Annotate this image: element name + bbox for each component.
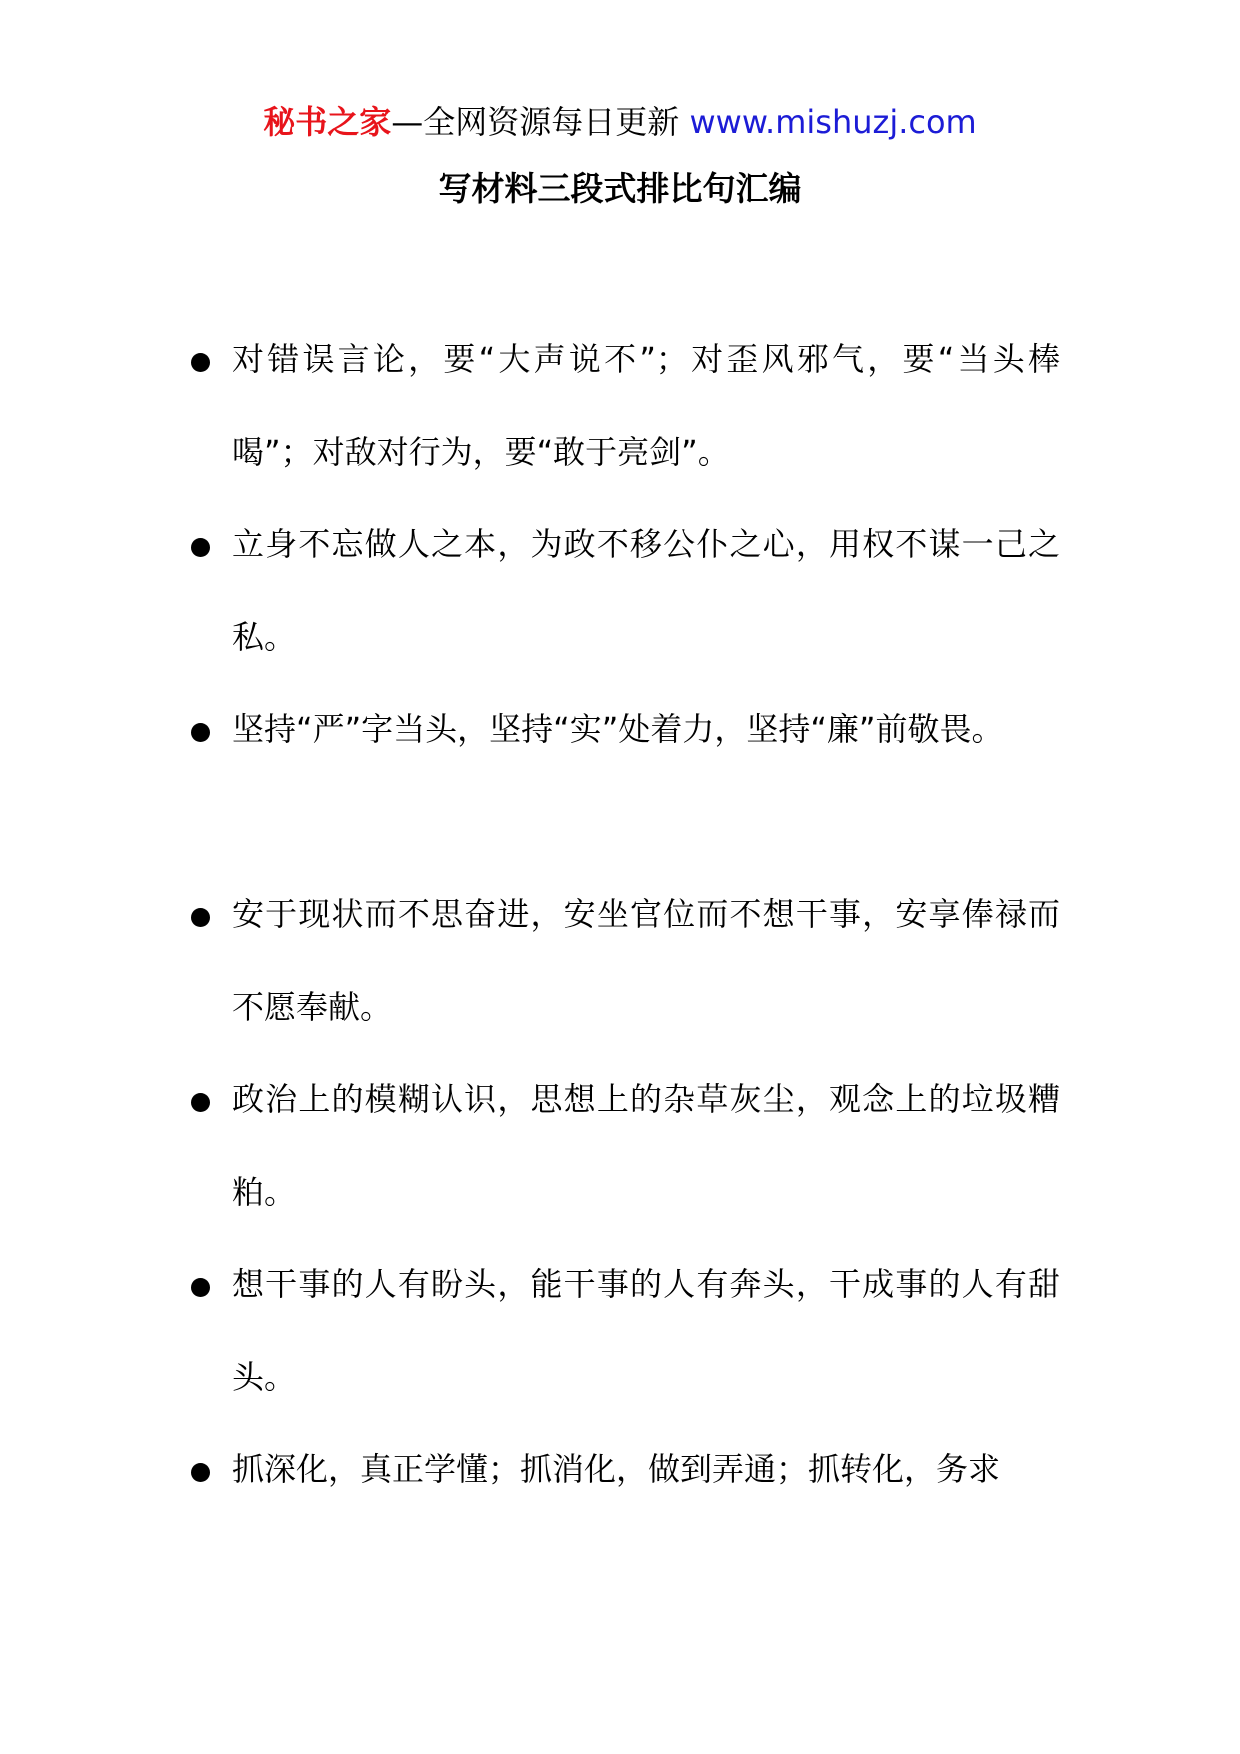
header-tagline: —全网资源每日更新 (391, 103, 680, 141)
bullet-icon (191, 1463, 210, 1482)
site-url-link[interactable]: www.mishuzj.com (689, 103, 977, 141)
document-title: 写材料三段式排比句汇编 (438, 169, 802, 208)
list-item-text: 想干事的人有盼头，能干事的人有奔头，干成事的人有甜头。 (232, 1265, 1060, 1396)
list-item-text: 抓深化，真正学懂；抓消化，做到弄通；抓转化，务求 (232, 1450, 1001, 1488)
site-header (0, 102, 1240, 142)
bullet-icon (191, 538, 210, 557)
list-item (0, 1450, 1240, 1635)
bullet-icon (191, 353, 210, 372)
bullet-icon (191, 723, 210, 742)
bullet-icon (191, 908, 210, 927)
bullet-icon (191, 1093, 210, 1112)
list-item-text: 安于现状而不思奋进，安坐官位而不想干事，安享俸禄而不愿奉献。 (232, 895, 1060, 1026)
phrase-list (0, 340, 1240, 1635)
list-item-text: 立身不忘做人之本，为政不移公仆之心，用权不谋一己之私。 (232, 525, 1060, 656)
list-item-text: 政治上的模糊认识，思想上的杂草灰尘，观念上的垃圾糟粕。 (232, 1080, 1060, 1211)
list-item-text: 对错误言论，要“大声说不”；对歪风邪气，要“当头棒喝”；对敌对行为，要“敢于亮剑”。 (232, 340, 1060, 471)
list-item-text: 坚持“严”字当头，坚持“实”处着力，坚持“廉”前敬畏。 (232, 710, 1004, 748)
brand-name: 秘书之家 (263, 103, 392, 141)
bullet-icon (191, 1278, 210, 1297)
